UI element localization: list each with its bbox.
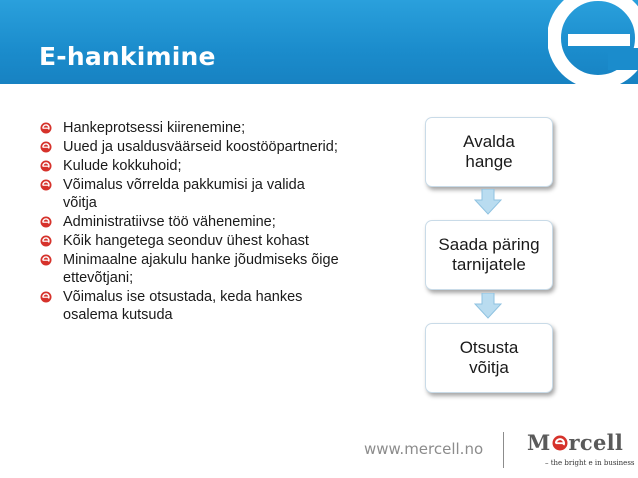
slide-title: E-hankimine (39, 42, 216, 71)
swirl-bullet-icon (40, 122, 52, 134)
list-item (40, 251, 340, 287)
bullet-text: Hankeprotsessi kiirenemine; (63, 120, 246, 136)
swirl-bullet-icon (40, 254, 52, 266)
down-arrow-icon (474, 293, 502, 319)
benefits-list (40, 119, 340, 324)
bullet-text: Uued ja usaldusväärseid koostööpartnerid; (63, 139, 338, 155)
bullet-text: Kõik hangetega seonduv ühest kohast (63, 233, 309, 249)
list-item (40, 157, 340, 175)
brand-e-icon (552, 435, 568, 451)
swirl-bullet-icon (40, 291, 52, 303)
down-arrow-icon (474, 189, 502, 215)
flow-step-send-request (425, 220, 553, 290)
bullet-text: Administratiivse töö vähenemine; (63, 214, 276, 230)
flow-step-label: Saada päring tarnijatele (438, 235, 540, 274)
swirl-bullet-icon (40, 160, 52, 172)
mercell-e-logo-icon (548, 0, 638, 84)
swirl-bullet-icon (40, 141, 52, 153)
swirl-bullet-icon (40, 179, 52, 191)
list-item (40, 138, 340, 156)
list-item (40, 232, 340, 250)
list-item (40, 176, 340, 212)
list-item (40, 288, 340, 324)
flow-step-decide-winner (425, 323, 553, 393)
swirl-bullet-icon (40, 235, 52, 247)
footer-divider (503, 432, 504, 468)
mercell-brand-logo (527, 430, 623, 455)
brand-prefix: M (527, 430, 551, 455)
bullet-text: Võimalus võrrelda pakkumisi ja valida võitja (63, 177, 305, 211)
list-item (40, 213, 340, 231)
bullet-text: Võimalus ise otsustada, keda hankes osalema kutsuda (63, 289, 303, 323)
brand-suffix: rcell (568, 430, 624, 455)
footer-url[interactable]: www.mercell.no (364, 440, 484, 458)
swirl-bullet-icon (40, 216, 52, 228)
brand-tagline: – the bright e in business (545, 459, 635, 467)
flow-step-label: Avalda hange (463, 132, 515, 171)
bullet-text: Kulude kokkuhoid; (63, 158, 182, 174)
list-item (40, 119, 340, 137)
flow-step-publish (425, 117, 553, 187)
header-bar (0, 0, 638, 84)
bullet-text: Minimaalne ajakulu hanke jõudmiseks õige ettevõtjani; (63, 252, 339, 286)
flow-step-label: Otsusta võitja (459, 338, 519, 377)
